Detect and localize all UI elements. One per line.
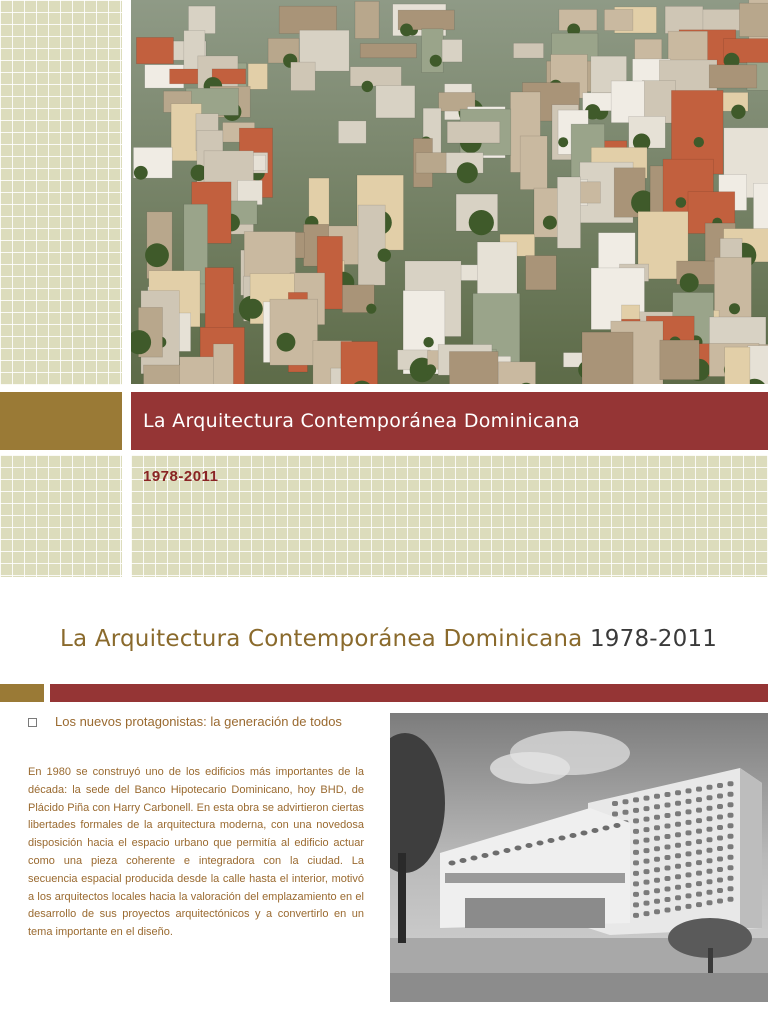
square-bullet-icon xyxy=(28,718,37,727)
slide-years: 1978-2011 xyxy=(143,468,219,485)
title-band xyxy=(131,392,768,450)
bullet-item xyxy=(28,712,368,732)
bullet-text: Los nuevos protagonistas: la generación de todos xyxy=(55,714,342,729)
slide-title: La Arquitectura Contemporánea Dominicana xyxy=(143,410,580,432)
red-accent-bar xyxy=(50,684,768,702)
gold-accent-block xyxy=(0,392,122,450)
grid-pattern-panel xyxy=(131,455,768,577)
content-title-text: La Arquitectura Contemporánea Dominicana xyxy=(60,626,583,652)
city-aerial-photo xyxy=(131,0,768,384)
content-slide-title xyxy=(60,626,717,652)
content-title-years: 1978-2011 xyxy=(589,626,718,652)
grid-pattern-panel xyxy=(0,455,122,577)
grid-pattern-panel xyxy=(0,0,122,385)
bank-building-photo xyxy=(390,713,768,1002)
body-paragraph: En 1980 se construyó uno de los edificios más importantes de la década: la sede del Banco Hipotecario Dominicano, hoy BHD, de Plácido Piña con Harry Carbonell. En esta obra se advirtieron ciertas libertades formales de la arquitectura moderna, con una novedosa disposición hacia el espacio urbano que permitía al edificio actuar como una pieza coherente e integradora con la ciudad. La secuencia espacial producida desde la calle hasta el interior, motivó a los arquitectos locales hacia la valoración del emplazamiento en el desarrollo de sus proyectos arquitectónicos y a convertirlo en un tema importante en el diseño. xyxy=(28,766,364,939)
gold-accent-bar xyxy=(0,684,44,702)
content-slide xyxy=(0,588,768,1024)
